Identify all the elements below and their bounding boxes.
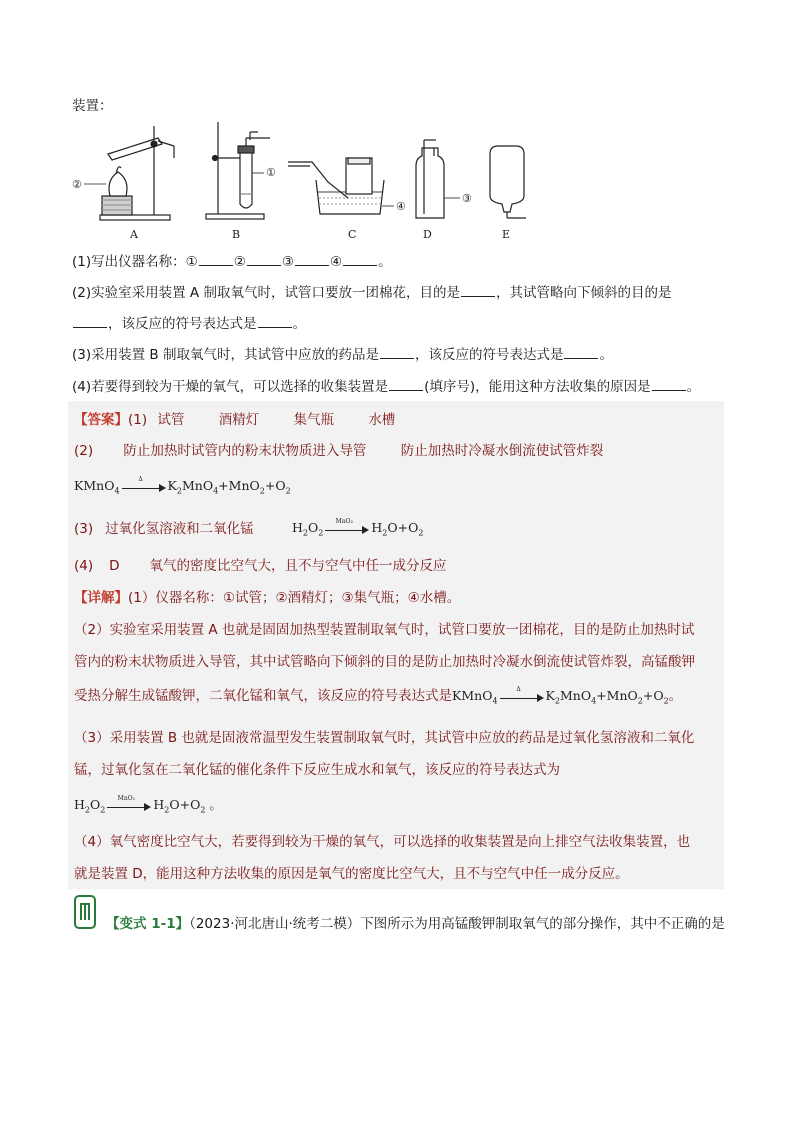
explain-p3a: （3）采用装置 B 也就是固液常温型发生装置制取氧气时，其试管中应放的药品是过氧化氢溶液和二氧化 <box>74 730 695 746</box>
apparatus-b <box>206 122 270 219</box>
svg-text:③: ③ <box>462 192 472 205</box>
explain-p4b: 就是装置 D，能用这种方法收集的原因是氧气的密度比空气大，且不与空气中任一成分反应。 <box>74 866 629 882</box>
svg-text:④: ④ <box>396 200 406 213</box>
svg-text:C: C <box>348 228 357 241</box>
apparatus-e <box>490 146 526 218</box>
intro-label: 装置： <box>72 98 113 114</box>
svg-text:②: ② <box>72 178 82 191</box>
answer-line-2: (2) 防止加热时试管内的粉末状物质进入导管 防止加热时冷凝水倒流使试管炸裂 <box>74 443 604 459</box>
apparatus-d <box>416 140 444 218</box>
answer-line-4: (4) D 氧气的密度比空气大，且不与空气中任一成分反应 <box>74 558 447 574</box>
answer-blank[interactable] <box>295 253 329 266</box>
answer-blank[interactable] <box>343 253 377 266</box>
svg-text:E: E <box>502 228 511 241</box>
equation-kmno4: KMnO$_4$ Δ $K_2MnO_4+MnO_2+O_2$ <box>74 475 291 496</box>
question-2-cont: ，该反应的符号表达式是 。 <box>72 314 306 334</box>
answer-blank[interactable] <box>564 346 598 359</box>
explain-p3b: 锰，过氧化氢在二氧化锰的催化条件下反应生成水和氧气，该反应的符号表达式为 <box>74 762 560 778</box>
equation-h2o2: $H_2O_2$ MnO₂ $H_2O+O_2$ <box>292 517 424 538</box>
equation-h2o2-explain: $H_2O_2$ MnO₂ $H_2O+O_2$ 。 <box>74 794 222 815</box>
answer-line-3: (3) 过氧化氢溶液和二氧化锰 <box>74 521 254 537</box>
answer-line-1: 【答案】(1) 试管 酒精灯 集气瓶 水槽 <box>74 412 396 428</box>
explain-p2a: （2）实验室采用装置 A 也就是固固加热型装置制取氧气时，试管口要放一团棉花，目的是防止加热时试 <box>74 622 695 638</box>
svg-text:①: ① <box>266 166 276 179</box>
question-2: (2)实验室采用装置 A 制取氧气时，试管口要放一团棉花，目的是 ，其试管略向下倾斜的目的是 <box>72 285 672 301</box>
apparatus-a <box>100 126 174 220</box>
apparatus-c <box>288 158 384 214</box>
explain-p2c: 受热分解生成锰酸钾，二氧化锰和氧气，该反应的符号表达式是KMnO$_4$ Δ $K_2MnO_4+MnO_2+O_2$。 <box>74 685 683 706</box>
answer-blank[interactable] <box>389 378 423 391</box>
answer-blank[interactable] <box>461 284 495 297</box>
question-1: (1)写出仪器名称：① ② ③ ④ 。 <box>72 254 392 270</box>
variant-icon <box>72 894 98 930</box>
svg-text:B: B <box>232 228 241 241</box>
answer-blank[interactable] <box>73 315 107 328</box>
answer-blank[interactable] <box>258 315 292 328</box>
answer-blank[interactable] <box>199 253 233 266</box>
svg-text:A: A <box>130 228 138 241</box>
answer-panel <box>68 401 724 889</box>
question-4: (4)若要得到较为干燥的氧气，可以选择的收集装置是 (填序号)，能用这种方法收集的原因是 。 <box>72 379 701 395</box>
apparatus-diagram <box>66 118 536 243</box>
question-3: (3)采用装置 B 制取氧气时，其试管中应放的药品是 ，该反应的符号表达式是 。 <box>72 347 613 363</box>
svg-text:D: D <box>423 228 432 241</box>
answer-blank[interactable] <box>380 346 414 359</box>
explain-p2b: 管内的粉末状物质进入导管，其中试管略向下倾斜的目的是防止加热时冷凝水倒流使试管炸裂，高锰酸钾 <box>74 654 695 670</box>
answer-blank[interactable] <box>247 253 281 266</box>
explain-p1: 【详解】(1）仪器名称：①试管；②酒精灯；③集气瓶；④水槽。 <box>74 590 461 606</box>
answer-blank[interactable] <box>652 378 686 391</box>
variant-question: 【变式 1-1】（2023·河北唐山·统考二模）下图所示为用高锰酸钾制取氧气的部分操作，其中不正确的是 <box>106 916 725 932</box>
explain-p4a: （4）氧气密度比空气大，若要得到较为干燥的氧气，可以选择的收集装置是向上排空气法收集装置，也 <box>74 834 691 850</box>
